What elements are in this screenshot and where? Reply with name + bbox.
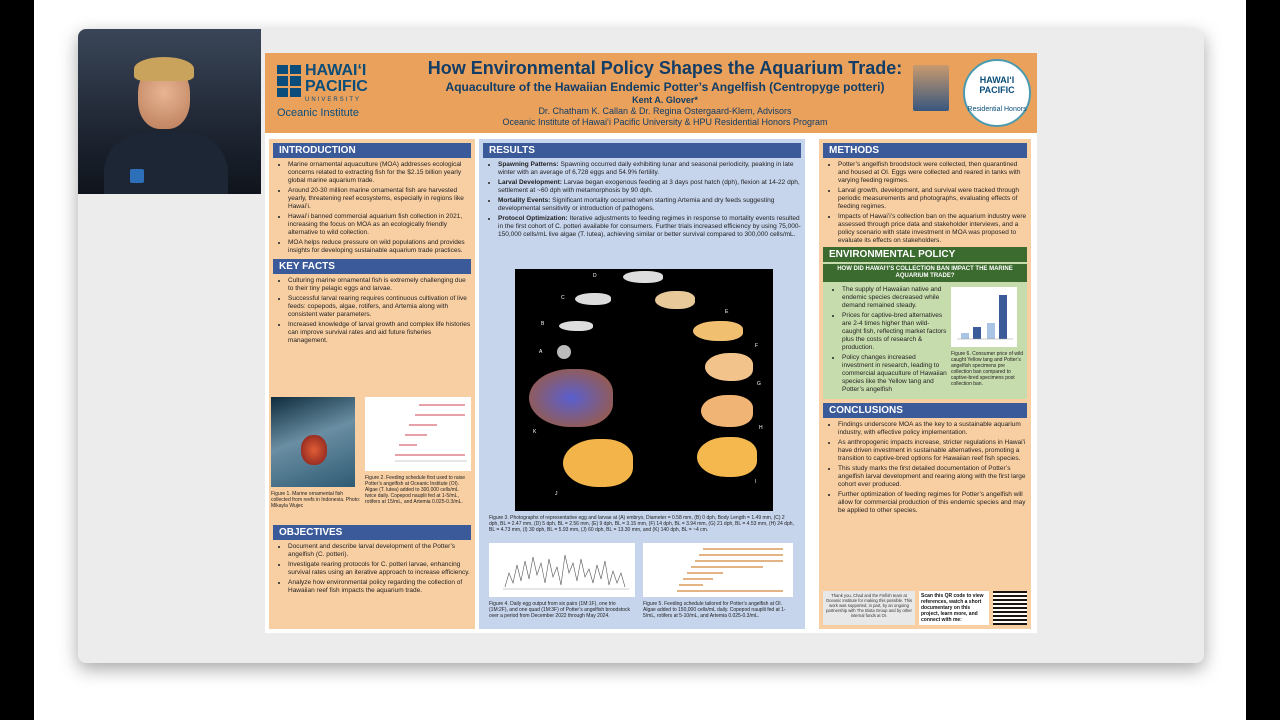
list-item: • Prices for captive-bred alternatives are 2-4 times higher than wild-caught fish, reflecting market factors plus the costs of research & production. (842, 312, 947, 352)
list-item: • Policy changes increased investment in research, leading to commercial aquaculture of Hawaiian species like the Yellow tang and Potter’s angelfish (842, 354, 947, 394)
fish-image (301, 435, 327, 465)
list-item: • Further optimization of feeding regimes for Potter’s angelfish will allow for commercial production of this endemic species and may be applied to other species. (838, 491, 1027, 515)
photo-label: K (533, 429, 537, 435)
list-item (498, 161, 801, 177)
larva-image (575, 293, 611, 305)
author-headshot (913, 65, 949, 111)
results-text: Larvae began exogenous feeding at 3 days post hatch (dph), flexion at 14-22 dph, settlement at ~60 dph with metamorphosis by 90 dph. (498, 179, 800, 194)
poster-title: How Environmental Policy Shapes the Aquarium Trade: (427, 58, 903, 78)
larva-image (655, 291, 695, 309)
figure5-chart (643, 543, 793, 597)
list-item: • Findings underscore MOA as the key to a sustainable aquarium industry, with effective policy implementation. (838, 421, 1027, 437)
list-item: • Investigate rearing protocols for C. potteri larvae, enhancing survival rates using an iterative approach to increase efficiency. (288, 561, 471, 577)
list-item: • Potter’s angelfish broodstock were collected, then quarantined and housed at OI. Eggs were collected and reared in tanks with varying feeding regimes. (838, 161, 1027, 185)
qr-instructions: Scan this QR code to view references, watch a short documentary on this project, learn more, and connect with me: (919, 591, 989, 625)
price-bar (987, 323, 995, 339)
results-column (479, 139, 805, 629)
adult-image (529, 369, 613, 427)
figure4-chart (489, 543, 635, 597)
photo-label: H (759, 425, 763, 431)
photo-label: F (755, 343, 759, 349)
figure2-caption: Figure 2. Feeding schedule first used to raise Potter’s angelfish at Oceanic Institute (OI). Algae (T. lutea) added to 300,000 cells/mL twice daily. Copepod nauplii fed at 1-5/mL, rotifers at 15/mL, and Artemia 0.025-0.3/mL. (365, 475, 466, 505)
list-item: • As anthropogenic impacts increase, stricter regulations in Hawaiʻi have driven investment in sustainable alternatives, promoting a transition to captive-bred options for Hawaiian reef fish species. (838, 439, 1027, 463)
logo-university: UNIVERSITY (305, 97, 362, 103)
photo-label: A (539, 349, 543, 355)
price-bar (999, 295, 1007, 339)
results-heading: RESULTS (483, 143, 801, 158)
list-item: • Document and describe larval development of the Potter’s angelfish (C. potteri). (288, 543, 471, 559)
photo-label: G (757, 381, 761, 387)
logo-institute: Oceanic Institute (277, 107, 359, 119)
results-lead: Mortality Events: (498, 197, 551, 204)
larva-image (705, 353, 753, 381)
larva-image (701, 395, 753, 427)
list-item: • Analyze how environmental policy regarding the collection of Hawaiian reef fish impacts the aquarium trade. (288, 579, 471, 595)
environmental-policy-heading: ENVIRONMENTAL POLICY (823, 247, 1027, 262)
list-item: • Culturing marine ornamental fish is extremely challenging due to their tiny pelagic eggs and larvae. (288, 277, 471, 293)
photo-label: D (593, 273, 597, 279)
environmental-policy-list (827, 286, 947, 394)
price-bar (973, 327, 981, 339)
methods-heading: METHODS (823, 143, 1027, 158)
photo-label: B (541, 321, 545, 327)
introduction-list (273, 161, 471, 255)
figure4-caption: Figure 4. Daily egg output from six pairs (1M:1F), one trio (1M:2F), and one quad (1M:3F) of Potter’s angelfish broodstock over a period from December 2022 through May 2024. (489, 601, 630, 619)
results-list (483, 161, 801, 239)
list-item: • Around 20-30 million marine ornamental fish are harvested yearly, threatening reef ecosystems, especially in regions like Hawaiʻi. (288, 187, 471, 211)
honors-logo-word: HAWAIʻI PACIFIC (979, 75, 1015, 95)
figure5-caption: Figure 5. Feeding schedule tailored for Potter’s angelfish at OI. Algae added to 150,000 cells/mL daily. Copepod nauplii fed at 1-5/mL, rotifers at 5-10/mL, and Artemia 0.025-0.3/mL. (643, 601, 786, 619)
poster-title-block (385, 57, 945, 128)
poster-subtitle: Aquaculture of the Hawaiian Endemic Potter’s Angelfish (Centropyge potteri) (445, 80, 885, 94)
larva-image (559, 321, 593, 331)
results-lead: Larval Development: (498, 179, 562, 186)
list-item: • Impacts of Hawaiʻi’s collection ban on the aquarium industry were assessed through price data and stakeholder interviews, and a policy scenario with state investment in MOA was proposed to evaluate its effects on stakeholders. (838, 213, 1027, 245)
egg-output-series (505, 555, 625, 587)
poster-footer (823, 591, 1027, 627)
presenter-webcam (78, 29, 261, 194)
list-item: • Successful larval rearing requires continuous cultivation of live feeds: copepods, algae, rotifers, and Artemia along with consistent water parameters. (288, 295, 471, 319)
figure6-caption: Figure 6. Consumer price of wild caught Yellow tang and Potter’s angelfish specimens pre collection ban compared to captive-bred specimens post collection ban. (951, 351, 1023, 387)
qr-code-icon[interactable] (993, 591, 1027, 625)
objectives-list (273, 543, 471, 595)
results-text: Significant mortality occurred when starting Artemia and dry feeds suggesting developmental sensitivity or introduction of pathogens. (498, 197, 775, 212)
juvenile-image (563, 439, 633, 487)
poster-author: Kent A. Glover* (632, 95, 698, 105)
key-facts-list (273, 277, 471, 345)
larva-image (623, 271, 663, 283)
honors-logo-text: Residential Honors (967, 106, 1027, 113)
introduction-heading: INTRODUCTION (273, 143, 471, 158)
list-item: • Marine ornamental aquaculture (MOA) addresses ecological concerns related to extracting fish for the $2.15 billion yearly global marine aquarium trade. (288, 161, 471, 185)
photo-label: I (755, 479, 757, 485)
left-column (269, 139, 475, 629)
environmental-policy-question: HOW DID HAWAIʻI’S COLLECTION BAN IMPACT THE MARINE AQUARIUM TRADE? (823, 264, 1027, 282)
research-poster (265, 53, 1037, 633)
list-item: • The supply of Hawaiian native and endemic species decreased while demand remained steady. (842, 286, 947, 310)
price-bar (961, 333, 969, 339)
figure2-chart (365, 397, 471, 471)
poster-advisors: Dr. Chatham K. Callan & Dr. Regina Ostergaard-Klem, Advisors (538, 106, 792, 116)
honors-logo (963, 59, 1031, 127)
egg-image (557, 345, 571, 359)
figure6-chart (951, 287, 1017, 347)
results-text: Iterative adjustments to feeding regimes in response to mortality events resulted in the first cohort of C. potteri available for consumers. Further trials increased efficiency by using 75,000-150,000 cells/mL live algae (T. lutea), achieving similar or better survival compared to 300,000 cells/mL. (498, 215, 801, 238)
list-item: • Increased knowledge of larval growth and complex life histories can improve survival rates and aid future fisheries management. (288, 321, 471, 345)
hpu-mark-icon (277, 65, 301, 97)
results-text: Spawning occurred daily exhibiting lunar and seasonal periodicity, peaking in late winter with an average of 6,728 eggs and 54.9% fertility. (498, 161, 794, 176)
photo-label: J (555, 491, 558, 497)
key-facts-heading: KEY FACTS (273, 259, 471, 274)
juvenile-image (697, 437, 757, 477)
methods-list (823, 161, 1027, 245)
acknowledgements: Thank you, Chad and the Finfish team at Oceanic Institute for making this possible. This work was supported, in part, by an ongoing partnership with The Biota Group and by other internal funds at OI. (823, 591, 915, 625)
photo-label: E (725, 309, 729, 315)
photo-label: C (561, 295, 565, 301)
list-item: • Hawaiʻi banned commercial aquarium fish collection in 2021, increasing the focus on MOA as an ecologically friendly alternative to wild collection. (288, 213, 471, 237)
figure3-caption: Figure 3. Photographs of representative egg and larvae at (A) embryo, Diameter = 0.58 mm, (B) 0 dph, Body Length = 1.49 mm, (C) 2 dph, BL = 2.47 mm, (D) 5 dph, BL = 2.56 mm, (E) 9 dph, BL = 3.15 mm, (F) 14 dph, BL = 3.94 mm, (G) 21 dph, BL = 4.53 mm, (H) 24 dph, BL = 4.73 mm, (I) 30 dph, BL = 5.93 mm, (J) 60 dph, BL = 13.30 mm, and (K) 140 dph, BL = ~4 cm. (489, 515, 794, 533)
results-lead: Spawning Patterns: (498, 161, 559, 168)
hpu-logo (277, 63, 387, 121)
list-item (498, 215, 801, 239)
logo-wordmark: HAWAIʻI PACIFIC (305, 62, 368, 95)
objectives-heading: OBJECTIVES (273, 525, 471, 540)
poster-affiliation: Oceanic Institute of Hawaiʻi Pacific University & HPU Residential Honors Program (502, 117, 828, 127)
poster-header (265, 53, 1037, 133)
right-column (819, 139, 1031, 629)
figure1-caption: Figure 1. Marine ornamental fish collected from reefs in Indonesia. Photo: Mikayla Wujec (271, 491, 361, 509)
list-item (498, 197, 801, 213)
larva-image (693, 321, 743, 341)
shirt-logo-icon (130, 169, 144, 183)
presenter-body (104, 133, 228, 194)
conclusions-list (823, 421, 1027, 515)
list-item (498, 179, 801, 195)
figure3-photo (515, 269, 773, 511)
list-item: • Larval growth, development, and survival were tracked through periodic measurements and photographs, evaluating effects of feeding regimes. (838, 187, 1027, 211)
conclusions-heading: CONCLUSIONS (823, 403, 1027, 418)
results-lead: Protocol Optimization: (498, 215, 568, 222)
environmental-policy-box (823, 247, 1027, 399)
figure1-photo (271, 397, 355, 487)
list-item: • This study marks the first detailed documentation of Potter’s angelfish larval development and rearing along with the first large cohort ever produced. (838, 465, 1027, 489)
presenter-hair (134, 57, 194, 81)
list-item: • MOA helps reduce pressure on wild populations and provides insights for developing sustainable aquarium trade practices. (288, 239, 471, 255)
